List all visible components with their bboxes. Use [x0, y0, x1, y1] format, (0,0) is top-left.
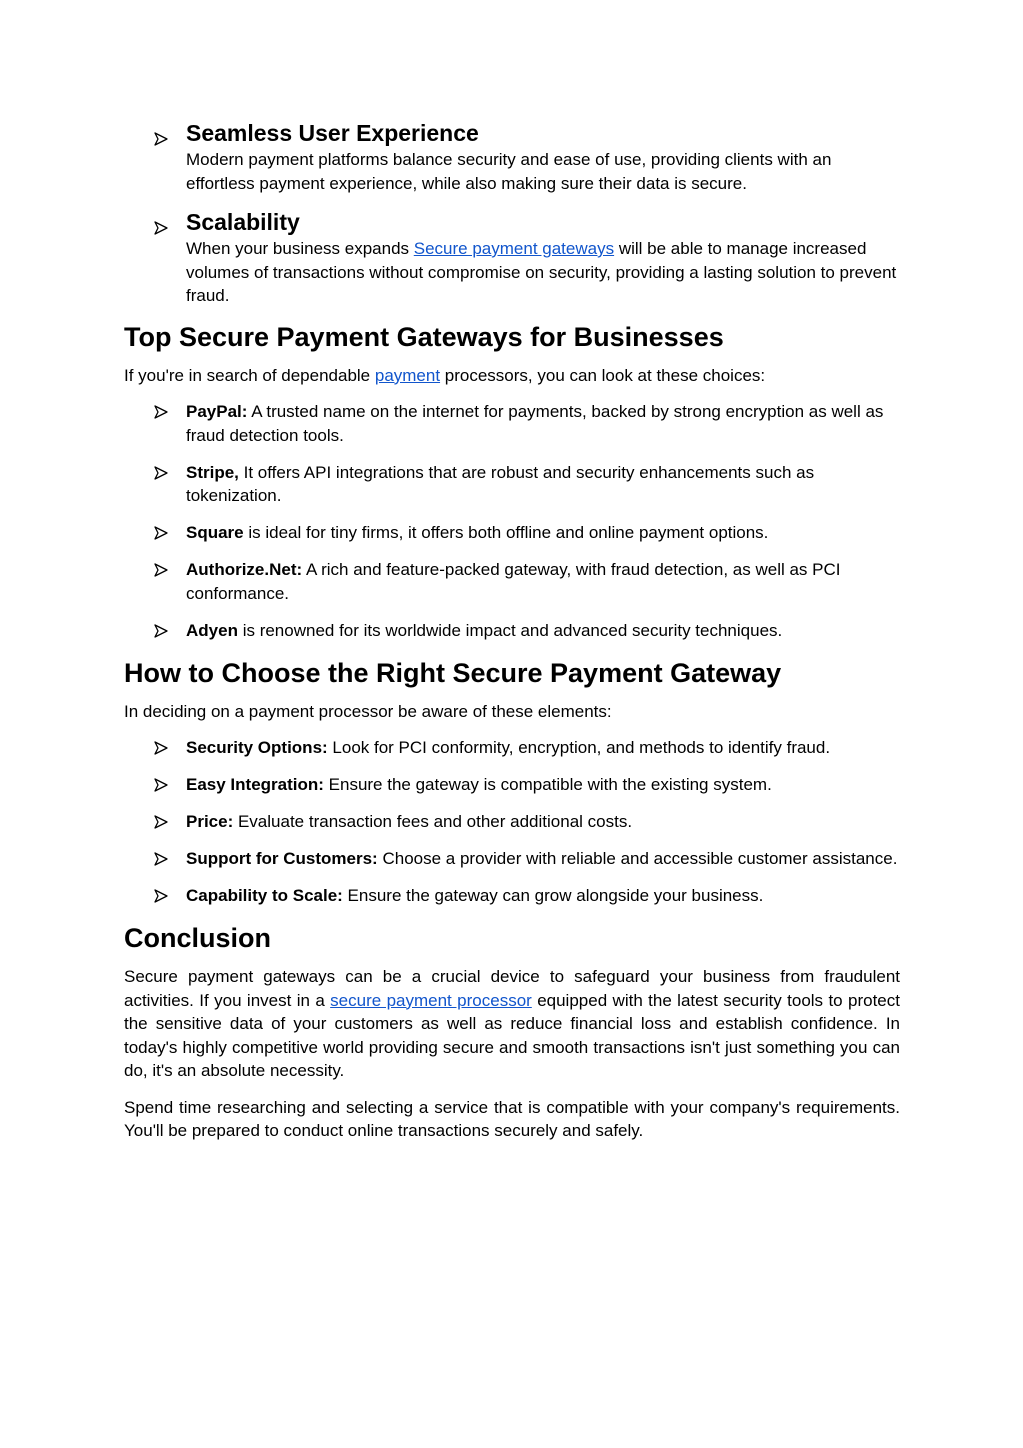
list-item — [124, 736, 900, 760]
arrowhead-bullet-icon — [154, 563, 168, 577]
list-item-label: Easy Integration: — [186, 775, 324, 794]
list-item-label: Price: — [186, 812, 234, 831]
text-span: equipped with the latest security tools to protect the sensitive data of your customers as well as reduce financial loss and establish confidence. In today's highly competitive world providing secure and smooth transactions isn't just something you can do, it's an absolute necessity. — [124, 990, 900, 1080]
arrowhead-bullet-icon — [154, 221, 168, 235]
list-item-label: Security Options: — [186, 738, 328, 757]
list-item-text: Choose a provider with reliable and accessible customer assistance. — [377, 849, 898, 868]
list-item-label: Square — [186, 523, 244, 542]
list-item — [124, 810, 900, 834]
list-item-label: Authorize.Net: — [186, 560, 303, 579]
feature-description: Modern payment platforms balance security and ease of use, providing clients with an effortless payment experience, while also making sure their data is secure. — [186, 150, 832, 193]
list-item-text: Look for PCI conformity, encryption, and methods to identify fraud. — [327, 738, 831, 757]
feature-description — [186, 237, 900, 308]
conclusion-paragraph-2: Spend time researching and selecting a service that is compatible with your company's requirements. You'll be prepared to conduct online transactions securely and safely. — [124, 1097, 900, 1140]
section-intro: In deciding on a payment processor be aware of these elements: — [124, 701, 612, 721]
list-item — [124, 521, 900, 545]
payment-link[interactable]: payment — [374, 365, 441, 385]
arrowhead-bullet-icon — [154, 624, 168, 638]
list-item-text: It offers API integrations that are robust and security enhancements such as tokenization. — [186, 462, 815, 505]
list-item-text: Ensure the gateway is compatible with the existing system. — [323, 775, 772, 794]
text-span: will be able to manage increased volumes of transactions without compromise on security, providing a lasting solution to prevent fraud. — [186, 239, 897, 305]
arrowhead-bullet-icon — [154, 889, 168, 903]
text-span: Secure payment gateways can be a crucial device to safeguard your business from fraudulent activities. If you invest in a — [124, 967, 900, 1010]
arrowhead-bullet-icon — [154, 852, 168, 866]
secure-payment-gateways-link[interactable]: Secure payment gateways — [413, 239, 615, 258]
text-span: processors, you can look at these choices: — [440, 365, 766, 385]
list-item-label: PayPal: — [186, 402, 248, 421]
arrowhead-bullet-icon — [154, 815, 168, 829]
list-item-text: A rich and feature-packed gateway, with fraud detection, as well as PCI conformance. — [186, 560, 841, 603]
arrowhead-bullet-icon — [154, 526, 168, 540]
document-content — [124, 118, 900, 1156]
feature-title: Seamless User Experience — [186, 120, 479, 146]
list-item-text: is renowned for its worldwide impact and advanced security techniques. — [237, 620, 783, 640]
list-item — [124, 773, 900, 797]
text-span: If you're in search of dependable — [124, 365, 375, 385]
text-span: When your business expands — [186, 239, 414, 258]
conclusion-paragraph-1 — [124, 965, 900, 1083]
section-heading-how-to-choose: How to Choose the Right Secure Payment Gateway — [124, 657, 782, 688]
list-item-text: A trusted name on the internet for payments, backed by strong encryption as well as fraud detection tools. — [186, 402, 884, 445]
list-item — [124, 884, 900, 908]
list-item-text: is ideal for tiny firms, it offers both offline and online payment options. — [243, 523, 769, 542]
arrowhead-bullet-icon — [154, 778, 168, 792]
secure-payment-processor-link[interactable]: secure payment processor — [330, 990, 532, 1010]
list-item — [124, 847, 900, 871]
section-heading-top-gateways: Top Secure Payment Gateways for Businesses — [124, 321, 724, 352]
arrowhead-bullet-icon — [154, 405, 168, 419]
list-item — [124, 558, 900, 605]
list-item — [124, 619, 900, 643]
feature-scalability — [124, 207, 900, 308]
section-intro — [124, 364, 900, 388]
section-heading-conclusion: Conclusion — [124, 923, 271, 953]
list-item-label: Capability to Scale: — [186, 886, 343, 905]
arrowhead-bullet-icon — [154, 466, 168, 480]
list-item-label: Stripe, — [186, 462, 239, 482]
list-item-text: Evaluate transaction fees and other additional costs. — [233, 812, 633, 831]
list-item-label: Adyen — [186, 620, 238, 640]
gateway-list — [124, 400, 900, 642]
feature-seamless-ux — [124, 118, 900, 195]
list-item-text: Ensure the gateway can grow alongside your business. — [342, 886, 764, 905]
list-item — [124, 461, 900, 508]
list-item-label: Support for Customers: — [186, 849, 378, 868]
arrowhead-bullet-icon — [154, 132, 168, 146]
feature-title: Scalability — [186, 209, 300, 235]
arrowhead-bullet-icon — [154, 741, 168, 755]
list-item — [124, 400, 900, 447]
criteria-list — [124, 736, 900, 908]
